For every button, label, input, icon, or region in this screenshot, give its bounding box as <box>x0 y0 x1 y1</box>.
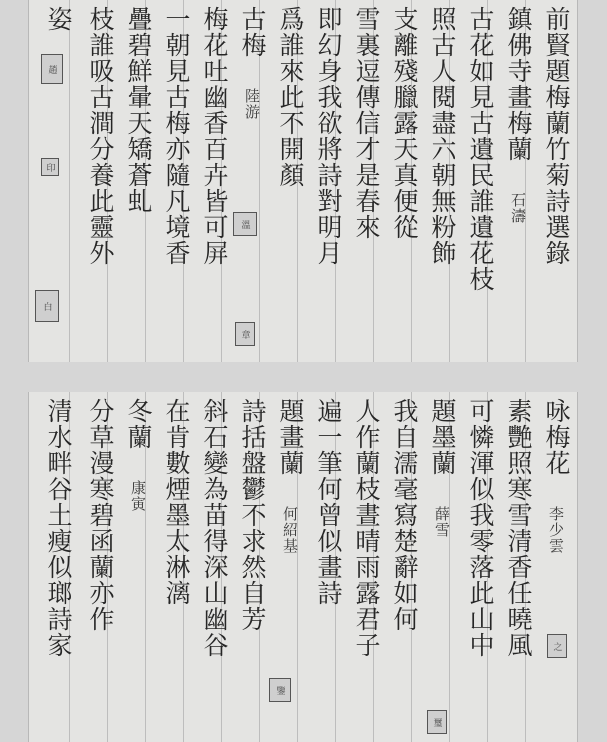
text-column: 古花如見古遺民誰遺花枝 <box>466 6 495 292</box>
text-column: 一朝見古梅亦隨凡境香 <box>162 6 191 266</box>
text-column: 咏梅花 李少雲 <box>542 398 571 554</box>
seal-stamp: 白 <box>35 290 59 322</box>
seal-stamp: 趙 <box>41 54 63 84</box>
seal-stamp: 印 <box>41 158 59 176</box>
text-column: 斜石變為苗得深山幽谷 <box>200 398 229 658</box>
text-column: 清水畔谷土瘦似瑯詩家 <box>44 398 73 658</box>
text-column: 詩括盤鬱不求然自芳 <box>238 398 267 632</box>
text-column: 即幻身我欲將詩對明月 <box>314 6 343 266</box>
bottom-calligraphy-panel <box>28 392 578 742</box>
text-column: 前賢題梅蘭竹菊詩選錄 <box>542 6 571 266</box>
text-column: 枝誰吸古澗分養此靈外 <box>86 6 115 266</box>
text-column: 我自濡毫寫楚辭如何 <box>390 398 419 632</box>
text-column: 人作蘭枝晝晴雨露君子 <box>352 398 381 658</box>
seal-stamp: 之 <box>547 634 567 658</box>
text-column: 爲誰來此不開顏 <box>276 6 305 188</box>
seal-stamp: 溫 <box>233 212 257 236</box>
text-column: 支離殘臘露天真便從 <box>390 6 419 240</box>
text-column: 遍一筆何曾似畫詩 <box>314 398 343 606</box>
text-column: 題畫蘭 何紹基 <box>276 398 305 554</box>
text-column: 疊碧鮮暈天矯蒼虬 <box>124 6 153 214</box>
text-column: 鎮佛寺畫梅蘭 石濤 <box>504 6 533 224</box>
text-column: 梅花吐幽香百卉皆可屏 <box>200 6 229 266</box>
text-column: 題墨蘭 薛雪 <box>428 398 457 538</box>
seal-stamp: 鑒 <box>269 678 291 702</box>
text-column: 雪裏逗傳信才是春來 <box>352 6 381 240</box>
text-column: 姿 <box>44 6 73 32</box>
seal-stamp: 璽 <box>427 710 447 734</box>
text-column: 照古人閱盡六朝無粉飾 <box>428 6 457 266</box>
text-column: 冬蘭 康寅 <box>124 398 153 512</box>
text-column: 素艷照寒雪清香任曉風 <box>504 398 533 658</box>
top-calligraphy-panel <box>28 0 578 362</box>
text-column: 古梅 陸游 <box>238 6 267 120</box>
text-column: 在肯數煙墨太淋漓 <box>162 398 191 606</box>
text-column: 可憐渾似我零落此山中 <box>466 398 495 658</box>
text-column: 分草漫寒碧函蘭亦作 <box>86 398 115 632</box>
seal-stamp: 章 <box>235 322 255 346</box>
